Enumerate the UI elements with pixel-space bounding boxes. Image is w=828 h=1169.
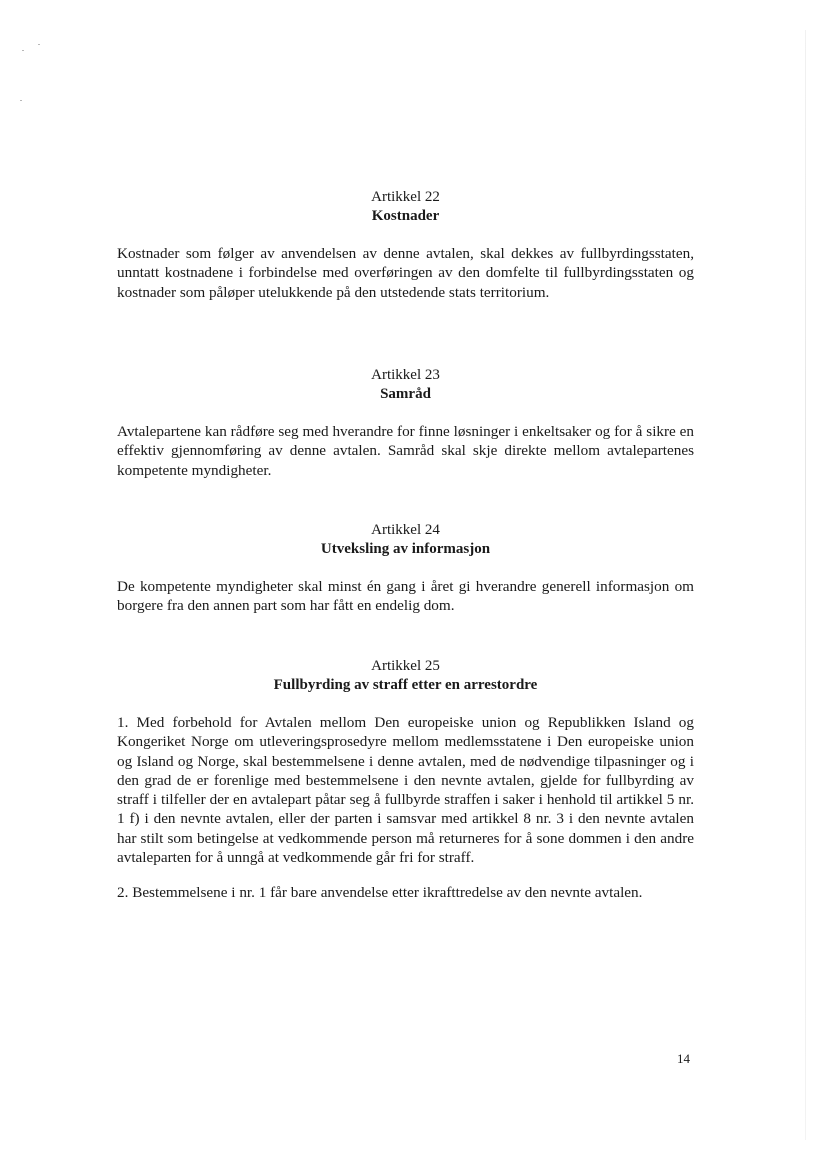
article-23	[117, 366, 694, 480]
scan-speck	[22, 50, 24, 51]
article-number: Artikkel 23	[371, 367, 440, 383]
scan-edge-shadow	[805, 30, 806, 1140]
scan-speck	[20, 100, 22, 101]
page-number: 14	[677, 1051, 690, 1066]
article-paragraph: 1. Med forbehold for Avtalen mellom Den europeiske union og Republikken Island og Kongeriket Norge om utleveringsprosedyre mellom medlemsstatene i Den europeiske union og Island og Norge, skal bestemmelsene i denne avtalen, med de nødvendige tilpasninger og i den grad de er forenlige med bestemmelsene i den nevnte avtalen, gjelde for fullbyrding av straff i tilfeller der en avtalepart påtar seg å fullbyrde straffen i saker i henhold til artikkel 5 nr. 1 f) i den nevnte avtalen, eller der parten i samsvar med artikkel 8 nr. 3 i den nevnte avtalen har stilt som betingelse at vedkommende person må returneres for å sone dommen i den andre avtaleparten for å unngå at vedkommende går fri for straff.	[117, 714, 694, 867]
article-paragraph: Avtalepartene kan rådføre seg med hverandre for finne løsninger i enkeltsaker og for å sikre en effektiv gjennomføring av denne avtalen. Samråd skal skje direkte mellom avtalepartenes kompetente myndigheter.	[117, 423, 694, 479]
article-title: Fullbyrding av straff etter en arrestordre	[273, 677, 538, 693]
article-22	[117, 188, 694, 302]
article-title: Utveksling av informasjon	[320, 541, 491, 557]
scan-speck	[38, 44, 40, 45]
article-number: Artikkel 22	[371, 189, 440, 205]
article-paragraph: Kostnader som følger av anvendelsen av denne avtalen, skal dekkes av fullbyrdingsstaten, unntatt kostnadene i forbindelse med overføringen av den domfelte til fullbyrdingsstaten og kostnader som påløper utelukkende på den utstedende stats territorium.	[117, 245, 694, 301]
article-number: Artikkel 25	[371, 658, 440, 674]
article-title: Kostnader	[371, 208, 440, 224]
article-25	[117, 657, 694, 903]
article-title: Samråd	[380, 386, 431, 402]
article-paragraph: 2. Bestemmelsene i nr. 1 får bare anvendelse etter ikrafttredelse av den nevnte avtalen.	[117, 884, 643, 902]
article-number: Artikkel 24	[371, 522, 440, 538]
article-paragraph: De kompetente myndigheter skal minst én gang i året gi hverandre generell informasjon om borgere fra den annen part som har fått en endelig dom.	[117, 578, 694, 615]
article-24	[117, 521, 694, 616]
